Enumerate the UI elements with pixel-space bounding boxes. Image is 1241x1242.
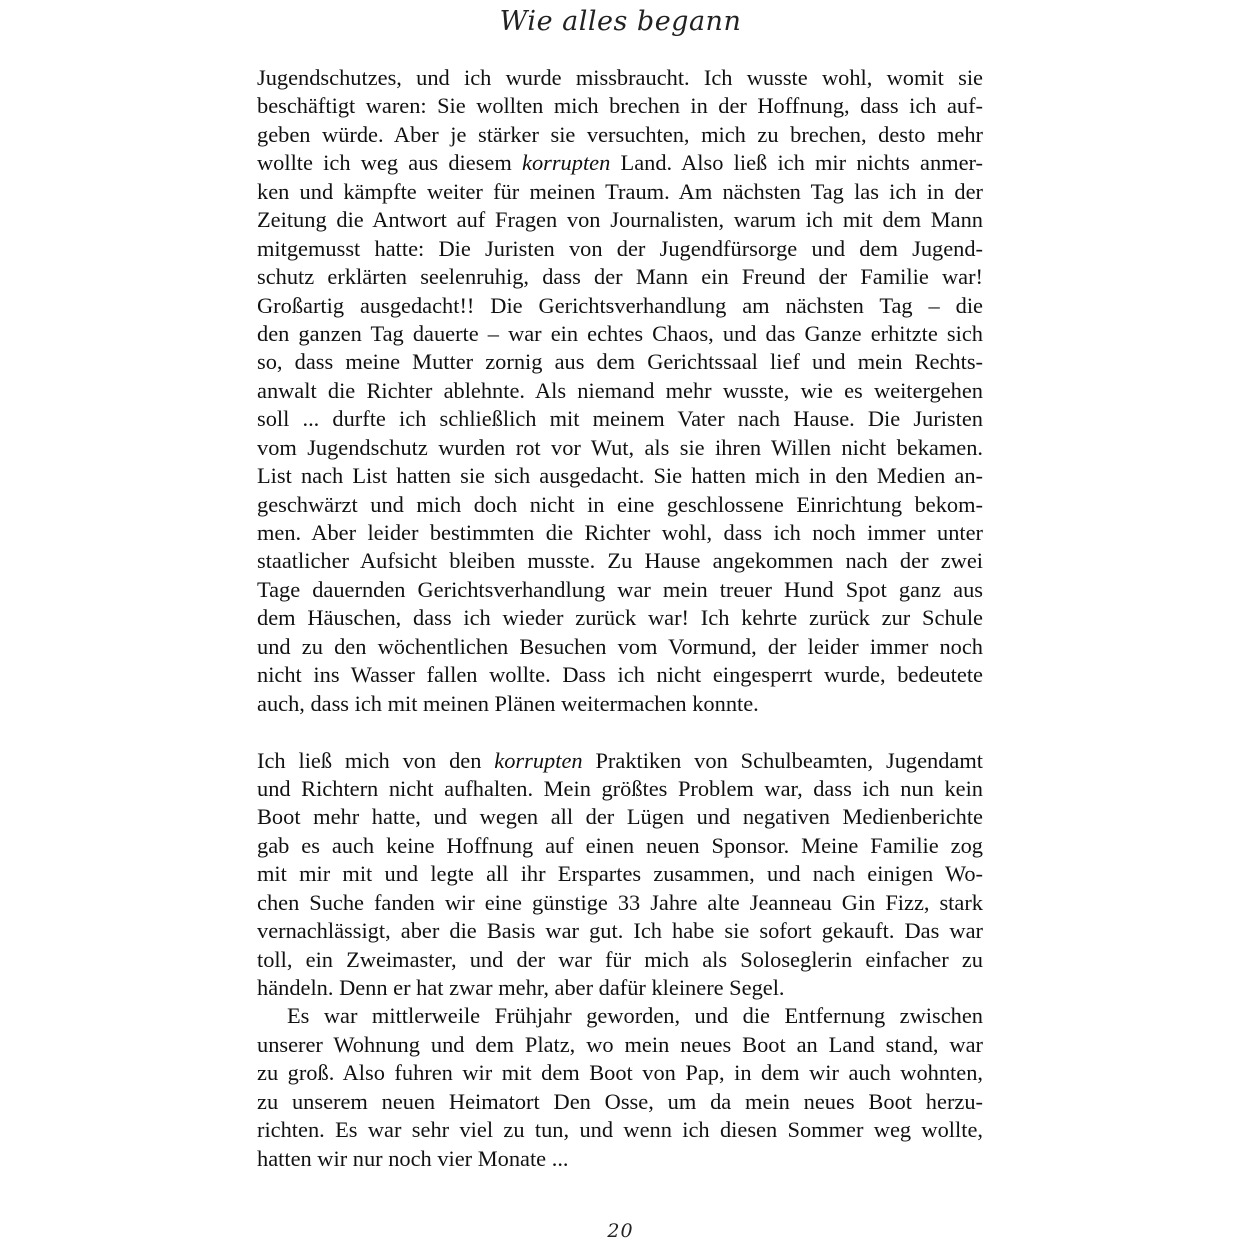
text-line: chen Suche fanden wir eine günstige 33 Jahre alte Jeanneau Gin Fizz, stark — [257, 889, 983, 915]
text-line: Zeitung die Antwort auf Fragen von Journalisten, warum ich mit dem Mann — [257, 207, 983, 233]
paragraph — [257, 64, 983, 718]
text-line: toll, ein Zweimaster, und der war für mich als Soloseglerin einfacher zu — [257, 946, 983, 972]
text-line: zu unserem neuen Heimatort Den Osse, um da mein neues Boot herzu- — [257, 1088, 983, 1114]
emphasis: korrupten — [522, 150, 611, 176]
text-line: gab es auch keine Hoffnung auf einen neuen Sponsor. Meine Familie zog — [257, 832, 983, 858]
text-line: List nach List hatten sie sich ausgedacht. Sie hatten mich in den Medien an- — [257, 463, 983, 489]
text-line: mitgemusst hatte: Die Juristen von der Jugendfürsorge und dem Jugend- — [257, 235, 983, 261]
page-number: 20 — [607, 1220, 634, 1242]
text-line: Tage dauernden Gerichtsverhandlung war mein treuer Hund Spot ganz aus — [257, 576, 983, 602]
text-line: unserer Wohnung und dem Platz, wo mein neues Boot an Land stand, war — [257, 1031, 983, 1057]
text-line: anwalt die Richter ablehnte. Als niemand mehr wusste, wie es weitergehen — [257, 377, 983, 403]
paragraph-gap — [257, 718, 983, 746]
text-line: mit mir mit und legte all ihr Erspartes zusammen, und nach einigen Wo- — [257, 861, 983, 887]
text-line: so, dass meine Mutter zornig aus dem Gerichtssaal lief und mein Rechts- — [257, 349, 983, 375]
text-line: händeln. Denn er hat zwar mehr, aber dafür kleinere Segel. — [257, 975, 785, 1000]
text-line: vernachlässigt, aber die Basis war gut. Ich habe sie sofort gekauft. Das war — [257, 918, 983, 944]
body-text — [257, 64, 983, 1173]
emphasis: korrupten — [494, 747, 583, 773]
text-line: richten. Es war sehr viel zu tun, und wenn ich diesen Sommer weg wollte, — [257, 1117, 983, 1143]
text-line: schutz erklärten seelenruhig, dass der Mann ein Freund der Familie war! — [257, 264, 983, 290]
text-line: Großartig ausgedacht!! Die Gerichtsverhandlung am nächsten Tag – die — [257, 292, 983, 318]
text-line: dem Häuschen, dass ich wieder zurück war! Ich kehrte zurück zur Schule — [257, 605, 983, 631]
paragraph — [257, 747, 983, 1003]
text-line: den ganzen Tag dauerte – war ein echtes Chaos, und das Ganze erhitzte sich — [257, 320, 983, 346]
text-line: men. Aber leider bestimmten die Richter wohl, dass ich noch immer unter — [257, 520, 983, 545]
text-line: Jugendschutzes, und ich wurde missbraucht. Ich wusste wohl, womit sie — [257, 65, 983, 90]
text-line: staatlicher Aufsicht bleiben musste. Zu Hause angekommen nach der zwei — [257, 548, 983, 574]
text-line: wollte ich weg aus diesem korrupten Land. Also ließ ich mir nichts anmer- — [257, 150, 983, 176]
text-line: und Richtern nicht aufhalten. Mein größtes Problem war, dass ich nun kein — [257, 775, 983, 801]
text-line: geschwärzt und mich doch nicht in eine geschlossene Einrichtung bekom- — [257, 491, 983, 517]
text-line: Es war mittlerweile Frühjahr geworden, und die Entfernung zwischen — [287, 1003, 983, 1029]
text-line: beschäftigt waren: Sie wollten mich brechen in der Hoffnung, dass ich auf- — [257, 93, 983, 119]
paragraph — [257, 1002, 983, 1173]
text-line: vom Jugendschutz wurden rot vor Wut, als sie ihren Willen nicht bekamen. — [257, 434, 983, 460]
text-line: nicht ins Wasser fallen wollte. Dass ich nicht eingesperrt wurde, bedeutete — [257, 662, 983, 688]
text-line: Ich ließ mich von den korrupten Praktiken von Schulbeamten, Jugendamt — [257, 747, 983, 773]
text-line: soll ... durfte ich schließlich mit meinem Vater nach Hause. Die Juristen — [257, 406, 983, 432]
text-line: und zu den wöchentlichen Besuchen vom Vormund, der leider immer noch — [257, 633, 983, 659]
text-line: ken und kämpfte weiter für meinen Traum. Am nächsten Tag las ich in der — [257, 178, 983, 204]
text-line: zu groß. Also fuhren wir mit dem Boot von Pap, in dem wir auch wohnten, — [257, 1060, 983, 1086]
text-line: auch, dass ich mit meinen Plänen weitermachen konnte. — [257, 690, 759, 716]
text-line: hatten wir nur noch vier Monate ... — [257, 1145, 569, 1171]
text-line: Boot mehr hatte, und wegen all der Lügen und negativen Medienberichte — [257, 804, 983, 830]
text-line: geben würde. Aber je stärker sie versuchten, mich zu brechen, desto mehr — [257, 121, 983, 147]
running-head: Wie alles begann — [499, 6, 742, 37]
